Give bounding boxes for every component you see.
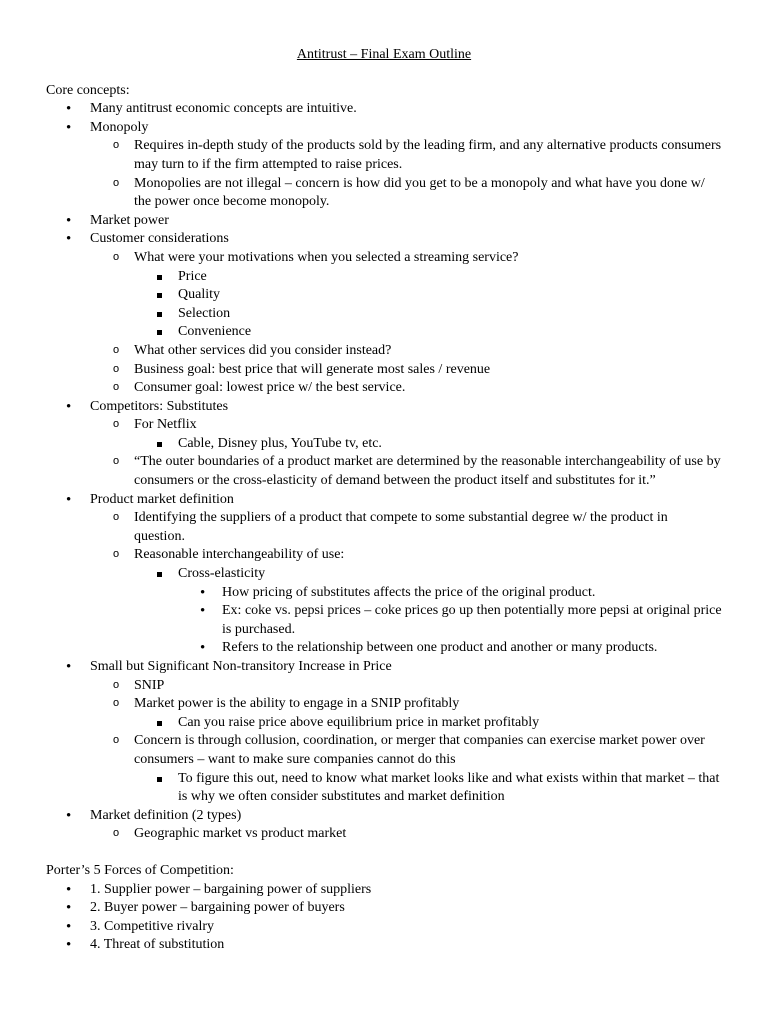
- list-item-level-2: [90, 453, 722, 490]
- list-item-text: Refers to the relationship between one product and another or many products.: [222, 640, 658, 656]
- list-item-level-1: [46, 100, 722, 119]
- sub-list: [178, 584, 722, 658]
- list-item-level-1: [46, 658, 722, 807]
- sub-list: [90, 677, 722, 807]
- core-concepts-list: [46, 100, 722, 844]
- sub-list: [90, 825, 722, 844]
- list-item-level-2: [90, 732, 722, 806]
- list-item-text: Market power: [90, 212, 169, 228]
- list-item-text: Consumer goal: lowest price w/ the best service.: [134, 380, 406, 396]
- list-item-level-2: [90, 546, 722, 658]
- section-spacer: [46, 844, 722, 862]
- core-concepts-heading: Core concepts:: [46, 82, 130, 98]
- list-item-level-4: [178, 639, 722, 658]
- list-item-level-2: [90, 342, 722, 361]
- list-item-text: Geographic market vs product market: [134, 826, 347, 842]
- list-item-text: Reasonable interchangeability of use:: [134, 547, 345, 563]
- list-item-level-3: [134, 565, 722, 658]
- list-item-text: Competitors: Substitutes: [90, 398, 229, 414]
- list-item-level-3: [134, 770, 722, 807]
- sub-list: [90, 509, 722, 658]
- porter-forces-list: [46, 881, 722, 955]
- list-item-text: To figure this out, need to know what market looks like and what exists within that market – that is why we often consider substitutes and market definition: [178, 770, 720, 805]
- list-item-level-2: [90, 416, 722, 453]
- list-item-text: Product market definition: [90, 491, 234, 507]
- list-item-text: Convenience: [178, 324, 252, 340]
- list-item-text: 2. Buyer power – bargaining power of buyers: [90, 900, 345, 916]
- document-title: Antitrust – Final Exam Outline: [296, 47, 472, 62]
- list-item-text: Small but Significant Non-transitory Increase in Price: [90, 659, 392, 674]
- list-item-level-3: [134, 714, 722, 733]
- list-item-level-2: [90, 825, 722, 844]
- list-item-level-1: [46, 936, 722, 955]
- list-item-text: Business goal: best price that will generate most sales / revenue: [134, 361, 491, 377]
- list-item-text: What were your motivations when you selected a streaming service?: [134, 249, 519, 265]
- list-item-level-1: [46, 491, 722, 658]
- list-item-level-2: [90, 137, 722, 174]
- list-item-text: 1. Supplier power – bargaining power of suppliers: [90, 881, 372, 897]
- list-item-level-3: [134, 286, 722, 305]
- list-item-level-2: [90, 695, 722, 732]
- list-item-text: Selection: [178, 305, 231, 321]
- sub-list: [134, 435, 722, 454]
- list-item-level-3: [134, 305, 722, 324]
- list-item-text: Monopoly: [90, 119, 149, 135]
- list-item-level-1: [46, 398, 722, 491]
- list-item-text: Many antitrust economic concepts are intuitive.: [90, 101, 357, 117]
- list-item-level-2: [90, 509, 722, 546]
- list-item-text: Cross-elasticity: [178, 566, 266, 582]
- sub-list: [134, 714, 722, 733]
- list-item-level-1: [46, 899, 722, 918]
- list-item-level-3: [134, 435, 722, 454]
- list-item-level-2: [90, 361, 722, 380]
- sub-list: [134, 565, 722, 658]
- porter-forces-heading: Porter’s 5 Forces of Competition:: [46, 862, 234, 878]
- list-item-text: For Netflix: [134, 417, 197, 433]
- list-item-level-4: [178, 584, 722, 603]
- list-item-level-2: [90, 175, 722, 212]
- list-item-level-4: [178, 602, 722, 639]
- list-item-text: Customer considerations: [90, 231, 229, 247]
- list-item-text: Price: [178, 268, 207, 284]
- list-item-level-3: [134, 268, 722, 287]
- list-item-level-1: [46, 119, 722, 212]
- list-item-text: What other services did you consider instead?: [134, 342, 392, 358]
- sub-list: [90, 137, 722, 211]
- list-item-level-3: [134, 323, 722, 342]
- list-item-level-2: [90, 249, 722, 342]
- list-item-text: “The outer boundaries of a product market are determined by the reasonable interchangeability of use by consumers or the cross-elasticity of demand between the product itself and substitutes for it.”: [134, 454, 721, 489]
- list-item-level-2: [90, 379, 722, 398]
- list-item-text: Monopolies are not illegal – concern is how did you get to be a monopoly and what have you done w/ the power once become monopoly.: [134, 175, 705, 210]
- list-item-text: Market power is the ability to engage in a SNIP profitably: [134, 696, 460, 712]
- list-item-level-2: [90, 677, 722, 696]
- sub-list: [134, 268, 722, 342]
- sub-list: [90, 416, 722, 490]
- list-item-level-1: [46, 807, 722, 844]
- list-item-text: Requires in-depth study of the products sold by the leading firm, and any alternative products consumers may turn to if the firm attempted to raise prices.: [134, 138, 722, 172]
- list-item-text: 3. Competitive rivalry: [90, 918, 215, 934]
- list-item-level-1: [46, 918, 722, 937]
- list-item-level-1: [46, 881, 722, 900]
- list-item-text: Identifying the suppliers of a product that compete to some substantial degree w/ the product in question.: [134, 510, 668, 544]
- sub-list: [134, 770, 722, 807]
- list-item-text: Concern is through collusion, coordination, or merger that companies can exercise market power over consumers – want to make sure companies cannot do this: [134, 733, 705, 767]
- list-item-text: How pricing of substitutes affects the price of the original product.: [222, 584, 596, 600]
- sub-list: [90, 249, 722, 398]
- list-item-text: Quality: [178, 287, 220, 303]
- list-item-text: Market definition (2 types): [90, 807, 242, 823]
- list-item-level-1: [46, 212, 722, 231]
- list-item-text: SNIP: [134, 677, 165, 693]
- list-item-text: Can you raise price above equilibrium price in market profitably: [178, 714, 540, 730]
- list-item-level-1: [46, 230, 722, 397]
- list-item-text: Ex: coke vs. pepsi prices – coke prices go up then potentially more pepsi at original price is purchased.: [222, 603, 722, 637]
- list-item-text: 4. Threat of substitution: [90, 937, 225, 953]
- list-item-text: Cable, Disney plus, YouTube tv, etc.: [178, 435, 382, 451]
